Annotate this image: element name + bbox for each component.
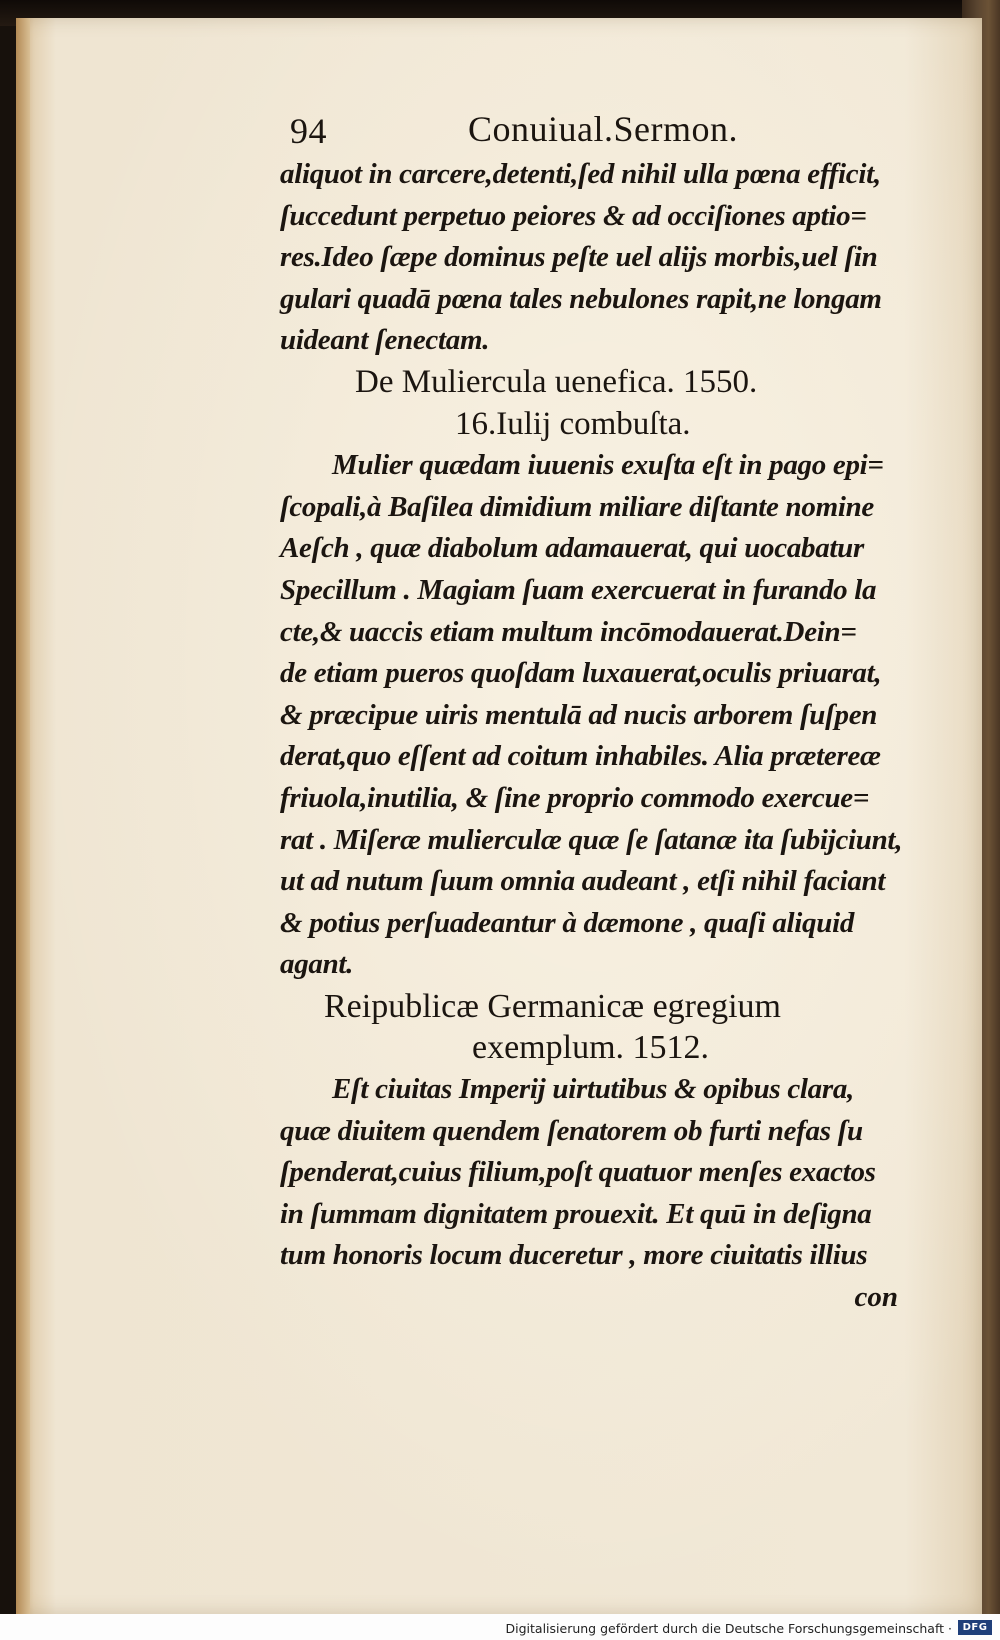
text-line: res.Ideo ſæpe dominus peſte uel alijs morbis,uel ſin xyxy=(280,241,878,274)
text-line: ſpenderat,cuius filium,poſt quatuor menſes exactos xyxy=(280,1156,876,1189)
text-line: in ſummam dignitatem prouexit. Et quū in deſigna xyxy=(280,1197,872,1230)
heading-line: 16.Iulij combuſta. xyxy=(455,405,691,442)
page-number: 94 xyxy=(290,111,327,151)
heading-line: exemplum. 1512. xyxy=(472,1029,710,1067)
text-line: aliquot in carcere,detenti,ſed nihil ulla pœna efficit, xyxy=(280,158,881,190)
book-page xyxy=(16,18,982,1614)
text-line: tum honoris locum duceretur , more ciuitatis illius xyxy=(280,1239,868,1272)
catchword: con xyxy=(854,1281,898,1314)
text-line: & potius perſuadeantur à dæmone , quaſi aliquid xyxy=(280,906,855,939)
text-line: agant. xyxy=(280,948,354,981)
dfg-logo: DFG xyxy=(958,1620,992,1635)
funding-credit: Digitalisierung gefördert durch die Deutsche Forschungsgemeinschaft · xyxy=(505,1621,952,1636)
page-gutter xyxy=(16,18,30,1614)
heading-line: Reipublicæ Germanicæ egregium xyxy=(324,987,781,1025)
text-line: cte,& uaccis etiam multum incōmodauerat.Dein= xyxy=(280,615,857,648)
text-line: derat,quo eſſent ad coitum inhabiles. Alia prætereæ xyxy=(280,740,881,773)
heading-line: De Muliercula uenefica. 1550. xyxy=(355,363,758,400)
section-heading-1 xyxy=(280,362,920,445)
text-line: uideant ſenectam. xyxy=(280,324,490,357)
text-line: quæ diuitem quendem ſenatorem ob furti nefas ſu xyxy=(280,1114,863,1147)
text-line: gulari quadā pœna tales nebulones rapit,ne longam xyxy=(280,282,882,315)
paragraph-1 xyxy=(280,154,920,362)
running-head xyxy=(280,104,920,154)
text-line: rat . Miſeræ mulierculæ quæ ſe ſatanæ ita ſubijciunt, xyxy=(280,823,903,856)
text-line: Eſt ciuitas Imperij uirtutibus & opibus clara, xyxy=(332,1073,855,1106)
paragraph-3 xyxy=(280,1069,920,1277)
text-line: ut ad nutum ſuum omnia audeant , etſi nihil faciant xyxy=(280,865,886,898)
text-line: de etiam pueros quoſdam luxauerat,oculis priuarat, xyxy=(280,657,882,690)
text-line: Mulier quædam iuuenis exuſta eſt in pago epi= xyxy=(332,449,884,482)
paragraph-2 xyxy=(280,445,920,986)
text-line: Aeſch , quæ diabolum adamauerat, qui uocabatur xyxy=(280,532,864,565)
text-block xyxy=(280,104,920,1319)
text-line: Specillum . Magiam ſuam exercuerat in furando la xyxy=(280,573,877,606)
text-line: & præcipue uiris mentulā ad nucis arborem ſuſpen xyxy=(280,698,878,731)
running-title: Conuiual.Sermon. xyxy=(468,109,738,149)
text-line: friuola,inutilia, & ſine proprio commodo exercue= xyxy=(280,781,870,814)
text-line: ſcopali,à Baſilea dimidium miliare diſtante nomine xyxy=(280,490,875,523)
text-line: ſuccedunt perpetuo peiores & ad occiſiones aptio= xyxy=(280,199,867,232)
digitization-footer xyxy=(0,1614,1000,1640)
section-heading-2 xyxy=(280,986,920,1069)
